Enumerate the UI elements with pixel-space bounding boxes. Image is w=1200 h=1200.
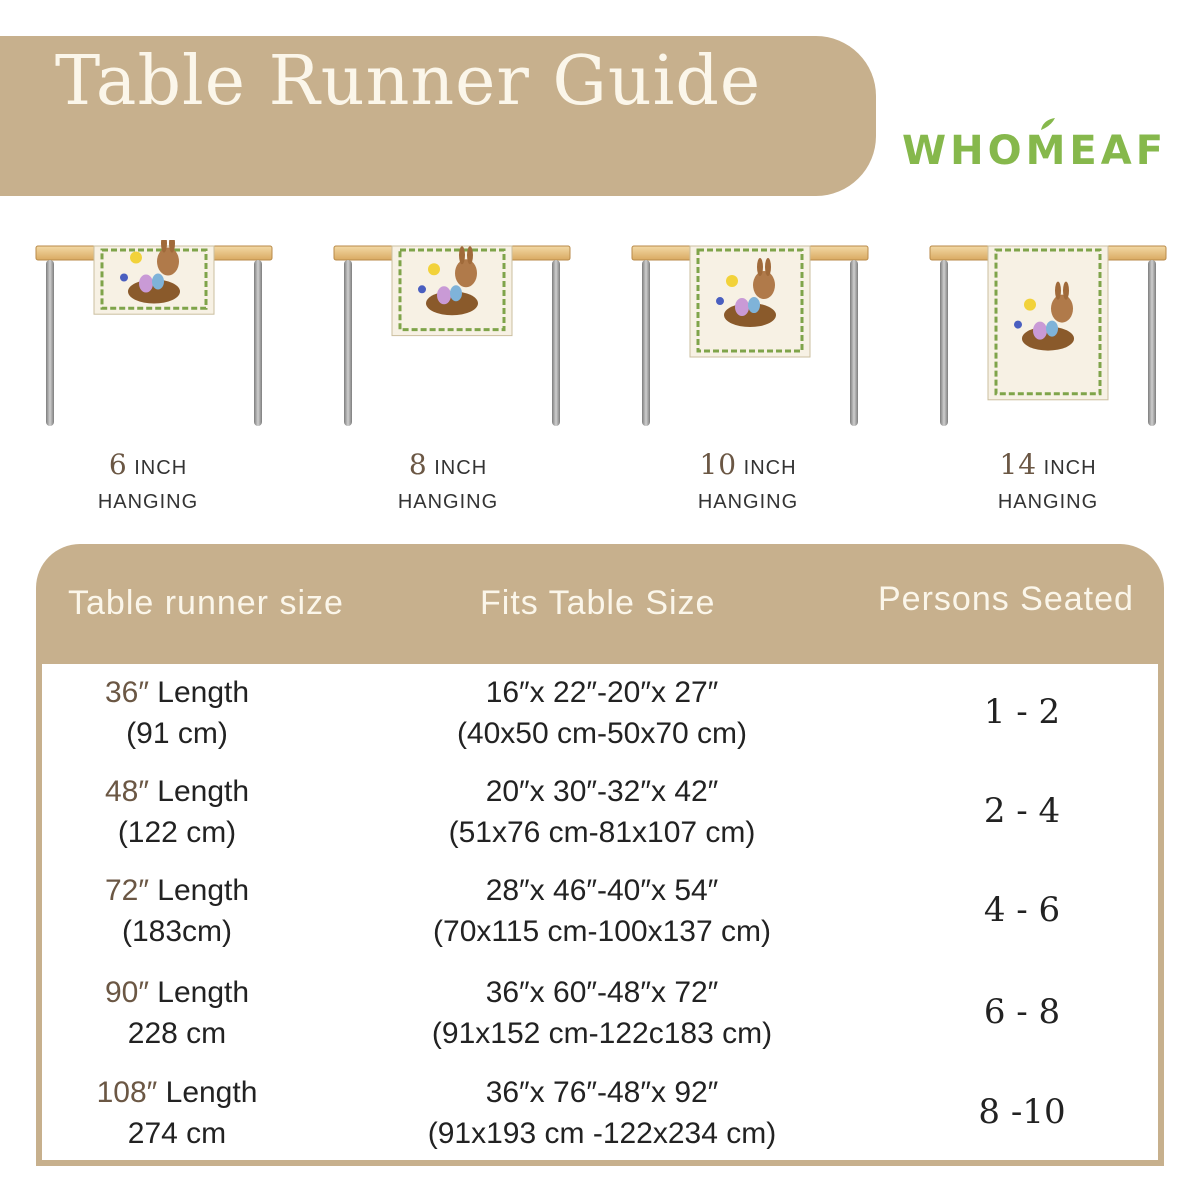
bunny-ear-icon	[467, 246, 473, 264]
table-row	[42, 672, 1158, 772]
bunny-ear-icon	[757, 258, 763, 276]
table-leg	[46, 260, 54, 426]
daffodil-icon	[428, 263, 440, 275]
daffodil-icon	[726, 275, 738, 287]
egg-icon	[1046, 321, 1058, 337]
table-row	[42, 870, 1158, 970]
hanging-number: 10	[699, 448, 738, 481]
table-size-cell: 28″x 46″-40″x 54″ (70x115 cm-100x137 cm)	[433, 874, 771, 948]
hanging-label-10	[638, 448, 858, 514]
hanging-unit: INCH	[1043, 457, 1097, 479]
persons-cell: 4 - 6	[983, 890, 1061, 930]
table-illustration	[334, 246, 570, 426]
table-row	[42, 771, 1158, 871]
egg-icon	[1033, 322, 1047, 340]
hanging-number: 8	[408, 448, 428, 481]
runner-size-cell: 108″ Length 274 cm	[96, 1076, 258, 1150]
bluebell-icon	[120, 274, 128, 282]
bunny-ear-icon	[459, 246, 465, 264]
egg-icon	[437, 286, 451, 304]
hanging-text: HANGING	[997, 491, 1099, 513]
egg-icon	[450, 285, 462, 301]
persons-cell: 1 - 2	[983, 692, 1061, 732]
bunny-icon	[753, 271, 775, 299]
bunny-icon	[1051, 295, 1073, 323]
hanging-unit: INCH	[134, 457, 188, 479]
table-row	[42, 1072, 1158, 1172]
bunny-icon	[455, 259, 477, 287]
hanging-label-8	[338, 448, 558, 514]
table-leg	[642, 260, 650, 426]
bunny-icon	[157, 248, 179, 276]
egg-icon	[152, 274, 164, 290]
hanging-illustrations	[0, 240, 1200, 440]
hanging-number: 6	[108, 448, 128, 481]
bunny-ear-icon	[1055, 282, 1061, 300]
hanging-text: HANGING	[397, 491, 499, 513]
leaf-icon	[1039, 116, 1059, 132]
bluebell-icon	[418, 285, 426, 293]
table-row	[42, 972, 1158, 1072]
persons-cell: 6 - 8	[983, 992, 1061, 1032]
persons-cell: 2 - 4	[983, 791, 1061, 831]
table-size-cell: 20″x 30″-32″x 42″ (51x76 cm-81x107 cm)	[448, 775, 756, 849]
table-size-cell: 36″x 60″-48″x 72″ (91x152 cm-122c183 cm)	[431, 976, 773, 1050]
egg-icon	[139, 275, 153, 293]
bluebell-icon	[1014, 321, 1022, 329]
daffodil-icon	[1024, 299, 1036, 311]
table-size-cell: 36″x 76″-48″x 92″ (91x193 cm -122x234 cm)	[427, 1076, 777, 1150]
table-illustration	[36, 240, 272, 426]
table-leg	[254, 260, 262, 426]
hanging-unit: INCH	[743, 457, 797, 479]
runner-size-cell: 72″ Length (183cm)	[104, 874, 250, 948]
table-leg	[940, 260, 948, 426]
table-body	[42, 664, 1158, 1160]
hanging-number: 14	[999, 448, 1038, 481]
size-guide-table	[36, 544, 1164, 1166]
hanging-text: HANGING	[697, 491, 799, 513]
hanging-label-6	[38, 448, 258, 514]
bunny-ear-icon	[1063, 282, 1069, 300]
runner-size-cell: 90″ Length 228 cm	[104, 976, 250, 1050]
column-header-runner-size: Table runner size	[68, 584, 344, 622]
table-leg	[1148, 260, 1156, 426]
table-leg	[850, 260, 858, 426]
column-header-persons: Persons Seated	[878, 580, 1134, 618]
table-leg	[552, 260, 560, 426]
brand-logo	[902, 122, 1168, 182]
table-size-cell: 16″x 22″-20″x 27″ (40x50 cm-50x70 cm)	[456, 676, 748, 750]
runner-size-cell: 36″ Length (91 cm)	[104, 676, 250, 750]
table-illustration	[930, 246, 1166, 426]
hanging-text: HANGING	[97, 491, 199, 513]
table-leg	[344, 260, 352, 426]
page-title: Table Runner Guide	[54, 42, 762, 121]
brand-name: WHOMEAF	[902, 128, 1168, 174]
hanging-unit: INCH	[434, 457, 488, 479]
persons-cell: 8 -10	[978, 1092, 1066, 1132]
daffodil-icon	[130, 252, 142, 264]
egg-icon	[748, 297, 760, 313]
bunny-ear-icon	[765, 258, 771, 276]
runner-size-cell: 48″ Length (122 cm)	[104, 775, 250, 849]
bluebell-icon	[716, 297, 724, 305]
hanging-label-14	[938, 448, 1158, 514]
egg-icon	[735, 298, 749, 316]
column-header-table-size: Fits Table Size	[480, 584, 716, 622]
table-illustration	[632, 246, 868, 426]
